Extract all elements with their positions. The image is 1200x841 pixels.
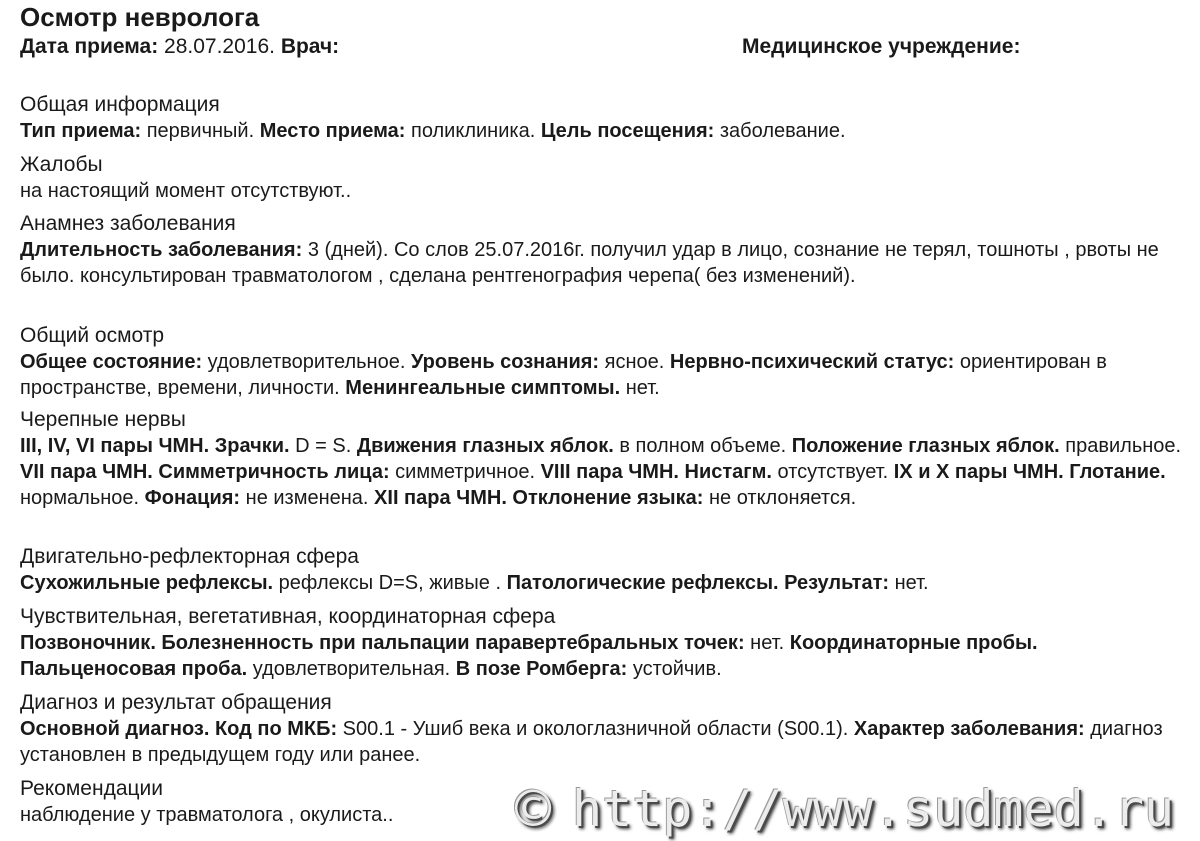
field-label: Движения глазных яблок. xyxy=(356,435,614,457)
field-value: в полном объеме. xyxy=(613,435,792,457)
field-label: Позвоночник. Болезненность при пальпации паравертебральных точек: xyxy=(20,632,745,654)
field-value: правильное. xyxy=(1059,435,1182,457)
field-value: удовлетворительная. xyxy=(247,658,456,680)
field-label: IX и X пары ЧМН. Глотание. xyxy=(893,461,1166,483)
field-value: заболевание. xyxy=(714,120,846,142)
section-body xyxy=(20,716,1185,768)
field-value: устойчив. xyxy=(627,658,722,680)
doctor-label: Врач: xyxy=(280,35,340,58)
field-label: В позе Ромберга: xyxy=(455,658,628,680)
field-label: Менингеальные симптомы. xyxy=(345,377,621,399)
institution-label: Медицинское учреждение: xyxy=(742,35,1021,58)
field-value: удовлетворительное. xyxy=(202,351,411,373)
section-heading: Черепные нервы xyxy=(20,408,186,431)
section-motor-reflex xyxy=(20,544,1185,596)
section-body xyxy=(20,570,1185,596)
field-label: Фонация: xyxy=(144,487,241,509)
field-value: поликлиника. xyxy=(405,120,541,142)
section-anamnesis xyxy=(20,211,1185,289)
date-value: 28.07.2016. xyxy=(158,35,281,58)
section-sensory xyxy=(20,604,1185,682)
field-label: VII пара ЧМН. Симметричность лица: xyxy=(20,461,390,483)
section-general-exam xyxy=(20,323,1185,401)
field-value: ориентирован в пространстве, времени, личности. xyxy=(20,351,1107,399)
watermark-url: http://www.sudmed.ru xyxy=(572,780,1175,838)
section-general-info xyxy=(20,92,1185,144)
field-label: Цель посещения: xyxy=(540,120,715,142)
field-value: ясное. xyxy=(599,351,670,373)
field-value: нет. xyxy=(744,632,790,654)
section-complaints xyxy=(20,152,1185,204)
field-label: Место приема: xyxy=(259,120,406,142)
section-diagnosis xyxy=(20,690,1185,768)
field-value: нет. xyxy=(620,377,660,399)
section-body xyxy=(20,237,1185,289)
field-value: нормальное. xyxy=(20,487,145,509)
field-label: Положение глазных яблок. xyxy=(791,435,1060,457)
field-label: Основной диагноз. Код по МКБ: xyxy=(20,718,338,740)
field-value: симметричное. xyxy=(389,461,541,483)
field-label: Сухожильные рефлексы. xyxy=(20,572,274,594)
section-body xyxy=(20,349,1185,401)
section-body xyxy=(20,118,1185,144)
field-value: первичный. xyxy=(141,120,260,142)
field-label: Тип приема: xyxy=(20,120,142,142)
field-label: Уровень сознания: xyxy=(410,351,600,373)
field-value: не изменена. xyxy=(240,487,375,509)
field-value: не отклоняется. xyxy=(703,487,857,509)
section-body: на настоящий момент отсутствуют.. xyxy=(20,180,352,202)
section-cranial-nerves xyxy=(20,407,1185,511)
field-value: диагноз установлен в предыдущем году или ранее. xyxy=(20,718,1163,766)
section-body: наблюдение у травматолога , окулиста.. xyxy=(20,804,394,826)
watermark xyxy=(508,778,1198,840)
date-label: Дата приема: xyxy=(20,35,159,58)
section-body xyxy=(20,433,1185,511)
section-heading: Чувствительная, вегетативная, координаторная сфера xyxy=(20,605,556,628)
section-heading: Жалобы xyxy=(20,153,103,176)
section-heading: Общий осмотр xyxy=(20,324,165,347)
field-value: D = S. xyxy=(289,435,357,457)
copyright-icon: © xyxy=(508,780,558,838)
section-body xyxy=(20,630,1185,682)
document-title: Осмотр невролога xyxy=(20,2,260,32)
field-value: отсутствует. xyxy=(771,461,894,483)
section-heading: Двигательно-рефлекторная сфера xyxy=(20,545,359,568)
field-label: VIII пара ЧМН. Нистагм. xyxy=(540,461,772,483)
field-label: Координаторные пробы. Пальценосовая проба. xyxy=(20,632,1038,680)
field-value: нет. xyxy=(889,572,929,594)
section-heading: Общая информация xyxy=(20,93,220,116)
section-heading: Диагноз и результат обращения xyxy=(20,691,332,714)
field-value: S00.1 - Ушиб века и окологлазничной области (S00.1). xyxy=(337,718,854,740)
visit-meta xyxy=(20,34,339,60)
section-heading: Анамнез заболевания xyxy=(20,212,236,235)
field-label: Характер заболевания: xyxy=(853,718,1085,740)
field-value: 3 (дней). Со слов 25.07.2016г. получил удар в лицо, сознание не терял, тошноты , рвоты не было. консультирован травматологом , сделана рентгенография черепа( без изменений). xyxy=(20,239,1159,287)
field-value: рефлексы D=S, живые . xyxy=(273,572,507,594)
field-label: Длительность заболевания: xyxy=(20,239,303,261)
field-label: Патологические рефлексы. Результат: xyxy=(506,572,890,594)
section-heading: Рекомендации xyxy=(20,777,164,800)
field-label: XII пара ЧМН. Отклонение языка: xyxy=(374,487,704,509)
field-label: Нервно-психический статус: xyxy=(669,351,955,373)
field-label: III, IV, VI пары ЧМН. Зрачки. xyxy=(20,435,290,457)
field-label: Общее состояние: xyxy=(20,351,203,373)
